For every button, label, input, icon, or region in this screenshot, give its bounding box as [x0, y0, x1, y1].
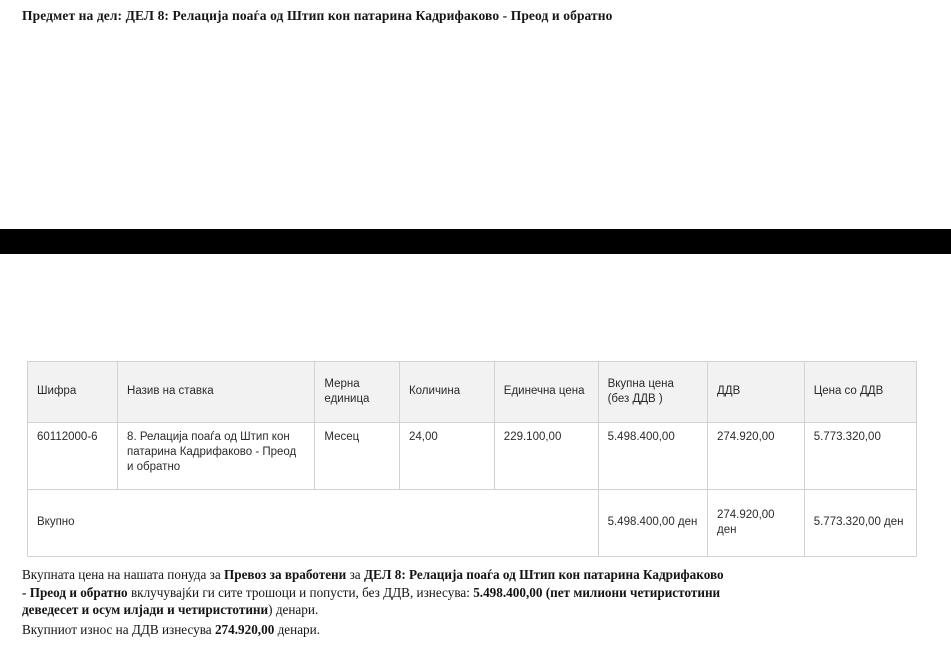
- case-subject-heading: Предмет на дел: ДЕЛ 8: Релација поаѓа од Штип кон патарина Кадрифаково - Преод и обратно: [22, 8, 613, 23]
- summary-line-2: [22, 584, 928, 602]
- table-header-row: [28, 362, 917, 423]
- column-header-code: Шифра: [28, 362, 118, 423]
- column-header-vat: ДДВ: [708, 362, 805, 423]
- summary-line-4: [22, 621, 928, 639]
- cell-item-name: 8. Релација поаѓа од Штип кон патарина Кадрифаково - Преод и обратно: [118, 423, 315, 490]
- summary-line1-bold1: Превоз за вработени: [223, 567, 347, 582]
- offer-table: [27, 361, 917, 557]
- offer-summary-paragraph: [22, 566, 928, 638]
- page-break-band: [0, 229, 951, 254]
- cell-total-with-vat: 5.773.320,00: [804, 423, 916, 490]
- table-total-row: [28, 490, 917, 557]
- summary-line2-bold1: - Преод и обратно: [22, 584, 128, 600]
- summary-line2-mid: вклучувајќи ги сите трошоци и попусти, без ДДВ, изнесува:: [127, 584, 474, 600]
- page-break-notch: [0, 229, 6, 254]
- cell-quantity: 24,00: [399, 423, 494, 490]
- total-no-vat-value: 5.498.400,00 ден: [598, 490, 707, 557]
- column-header-item-name: Назив на ставка: [118, 362, 315, 423]
- summary-line3-tail: ) денари.: [268, 602, 319, 618]
- table-row: [28, 423, 917, 490]
- summary-line-1: [22, 566, 928, 584]
- cell-total-no-vat: 5.498.400,00: [598, 423, 707, 490]
- column-header-total-with-vat: Цена со ДДВ: [804, 362, 916, 423]
- column-header-quantity: Количина: [399, 362, 494, 423]
- summary-line1-pre: Вкупната цена на нашата понуда за: [22, 567, 224, 582]
- summary-line4-bold: 274.920,00: [214, 621, 275, 637]
- column-header-unit-price: Единечна цена: [494, 362, 598, 423]
- summary-line3-bold: деведесет и осум илјади и четиристотини: [22, 602, 269, 618]
- summary-line1-mid: за: [346, 567, 364, 582]
- total-vat-value: 274.920,00 ден: [708, 490, 805, 557]
- column-header-total-no-vat: Вкупна цена (без ДДВ ): [598, 362, 707, 423]
- cell-unit: Месец: [315, 423, 400, 490]
- summary-line2-bold2: 5.498.400,00 (пет милиони четиристотини: [473, 584, 721, 600]
- column-header-unit: Мерна единица: [315, 362, 400, 423]
- offer-table-body: [28, 423, 917, 557]
- cell-unit-price: 229.100,00: [494, 423, 598, 490]
- summary-line4-tail: денари.: [274, 621, 320, 637]
- offer-table-head: [28, 362, 917, 423]
- summary-line-3: [22, 601, 928, 619]
- summary-line1-bold2: ДЕЛ 8: Релација поаѓа од Штип кон патарина Кадрифаково: [363, 567, 724, 582]
- summary-line4-pre: Вкупниот износ на ДДВ изнесува: [22, 621, 215, 637]
- cell-vat: 274.920,00: [708, 423, 805, 490]
- offer-table-container: [27, 361, 917, 557]
- cell-code: 60112000-6: [28, 423, 118, 490]
- total-with-vat-value: 5.773.320,00 ден: [804, 490, 916, 557]
- total-label: Вкупно: [28, 490, 599, 557]
